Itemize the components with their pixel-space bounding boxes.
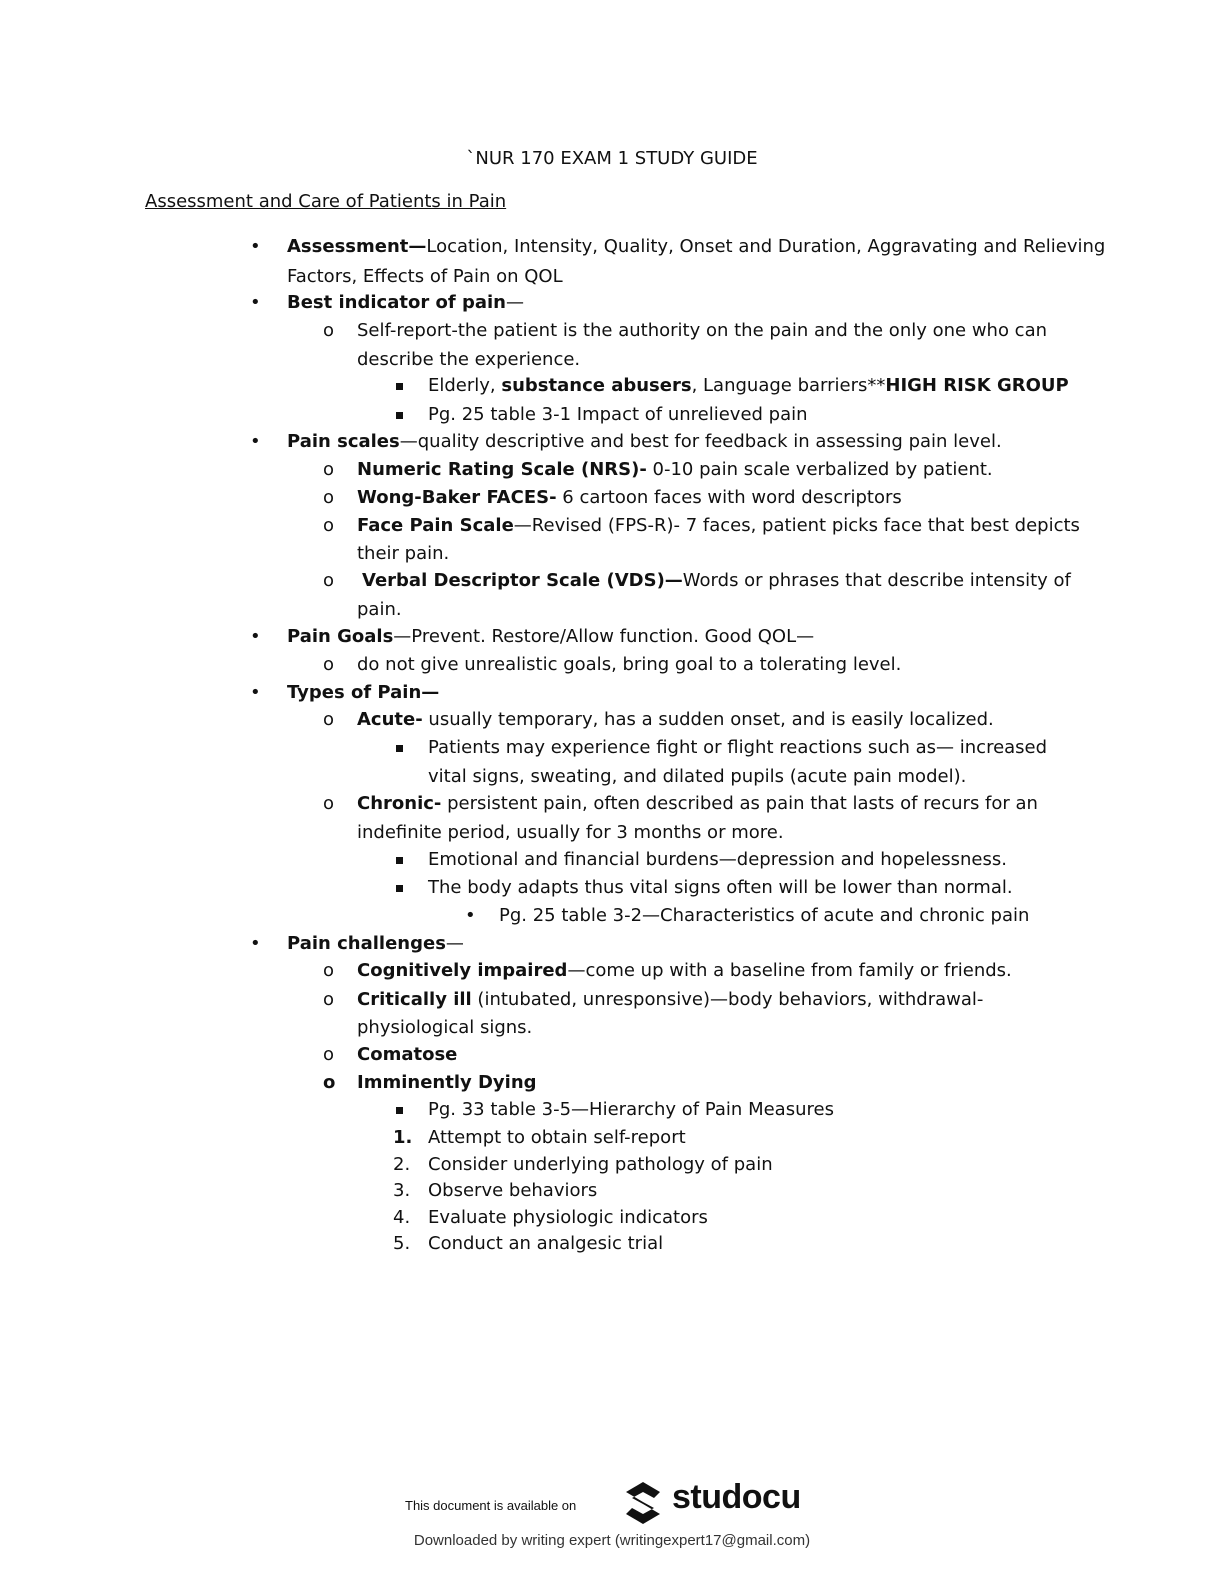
list-item: Numeric Rating Scale (NRS)- 0-10 pain scale verbalized by patient. (357, 459, 993, 480)
square-bullet-icon (396, 1107, 403, 1114)
download-note: Downloaded by writing expert (writingexpert17@gmail.com) (413, 1532, 811, 1549)
list-item: Self-report-the patient is the authority on the pain and the only one who can (357, 320, 1048, 341)
list-item: Consider underlying pathology of pain (428, 1154, 773, 1175)
list-item: Elderly, substance abusers, Language barriers**HIGH RISK GROUP (428, 375, 1069, 396)
availability-note: This document is available on (405, 1498, 577, 1513)
circle-marker: o (323, 1044, 335, 1065)
circle-marker: o (323, 515, 335, 536)
list-number: 2. (393, 1154, 411, 1175)
studocu-brand[interactable]: studocu (672, 1478, 801, 1516)
list-number: 1. (393, 1127, 413, 1148)
circle-marker: o (323, 960, 335, 981)
bullet-marker: • (250, 236, 261, 257)
bullet-marker: • (250, 682, 261, 703)
list-item: Assessment—Location, Intensity, Quality, Onset and Duration, Aggravating and Relieving (287, 236, 1106, 257)
list-item: Chronic- persistent pain, often described as pain that lasts of recurs for an (357, 793, 1038, 814)
bullet-marker: • (250, 626, 261, 647)
list-item: Best indicator of pain— (287, 292, 524, 313)
list-item: Observe behaviors (428, 1180, 598, 1201)
list-number: 5. (393, 1233, 411, 1254)
square-bullet-icon (396, 383, 403, 390)
document-title: `NUR 170 EXAM 1 STUDY GUIDE (466, 148, 758, 169)
circle-marker: o (323, 487, 335, 508)
list-item: Comatose (357, 1044, 458, 1065)
bullet-marker: • (465, 905, 476, 926)
circle-marker: o (323, 459, 335, 480)
list-item: Types of Pain— (287, 682, 440, 703)
section-heading: Assessment and Care of Patients in Pain (145, 191, 507, 212)
list-item: Imminently Dying (357, 1072, 537, 1093)
circle-marker: o (323, 989, 335, 1010)
studocu-logo-icon (620, 1480, 666, 1526)
list-item-cont: vital signs, sweating, and dilated pupils (acute pain model). (428, 766, 967, 787)
square-bullet-icon (396, 412, 403, 419)
square-bullet-icon (396, 885, 403, 892)
list-item: Pg. 25 table 3-1 Impact of unrelieved pain (428, 404, 808, 425)
circle-marker: o (323, 570, 335, 591)
list-item: Emotional and financial burdens—depression and hopelessness. (428, 849, 1007, 870)
list-item: Face Pain Scale—Revised (FPS-R)- 7 faces, patient picks face that best depicts (357, 515, 1080, 536)
circle-marker: o (323, 709, 335, 730)
list-item: Pain Goals—Prevent. Restore/Allow function. Good QOL— (287, 626, 815, 647)
list-item: Pain scales—quality descriptive and best for feedback in assessing pain level. (287, 431, 1002, 452)
list-item: Pg. 33 table 3-5—Hierarchy of Pain Measures (428, 1099, 834, 1120)
list-item: Conduct an analgesic trial (428, 1233, 664, 1254)
list-item-cont: Factors, Effects of Pain on QOL (287, 266, 563, 287)
list-item: Pg. 25 table 3-2—Characteristics of acute and chronic pain (499, 905, 1030, 926)
list-item: Acute- usually temporary, has a sudden onset, and is easily localized. (357, 709, 994, 730)
circle-marker: o (323, 320, 335, 341)
list-item: Evaluate physiologic indicators (428, 1207, 708, 1228)
list-item-cont: indefinite period, usually for 3 months or more. (357, 822, 784, 843)
list-item: Cognitively impaired—come up with a baseline from family or friends. (357, 960, 1012, 981)
list-item-cont: pain. (357, 599, 402, 620)
list-number: 4. (393, 1207, 411, 1228)
list-item-cont: describe the experience. (357, 349, 581, 370)
bullet-marker: • (250, 431, 261, 452)
circle-marker: o (323, 1072, 336, 1093)
list-item-cont: physiological signs. (357, 1017, 533, 1038)
list-item: Attempt to obtain self-report (428, 1127, 686, 1148)
list-item-cont: their pain. (357, 543, 450, 564)
square-bullet-icon (396, 857, 403, 864)
list-item: Patients may experience fight or flight reactions such as— increased (428, 737, 1048, 758)
list-item: Wong-Baker FACES- 6 cartoon faces with word descriptors (357, 487, 902, 508)
circle-marker: o (323, 793, 335, 814)
list-item: Pain challenges— (287, 933, 464, 954)
list-item: The body adapts thus vital signs often will be lower than normal. (428, 877, 1013, 898)
list-number: 3. (393, 1180, 411, 1201)
bullet-marker: • (250, 933, 261, 954)
list-item: do not give unrealistic goals, bring goal to a tolerating level. (357, 654, 902, 675)
circle-marker: o (323, 654, 335, 675)
square-bullet-icon (396, 745, 403, 752)
list-item: Verbal Descriptor Scale (VDS)—Words or phrases that describe intensity of (362, 570, 1071, 591)
bullet-marker: • (250, 292, 261, 313)
list-item: Critically ill (intubated, unresponsive)—body behaviors, withdrawal- (357, 989, 984, 1010)
